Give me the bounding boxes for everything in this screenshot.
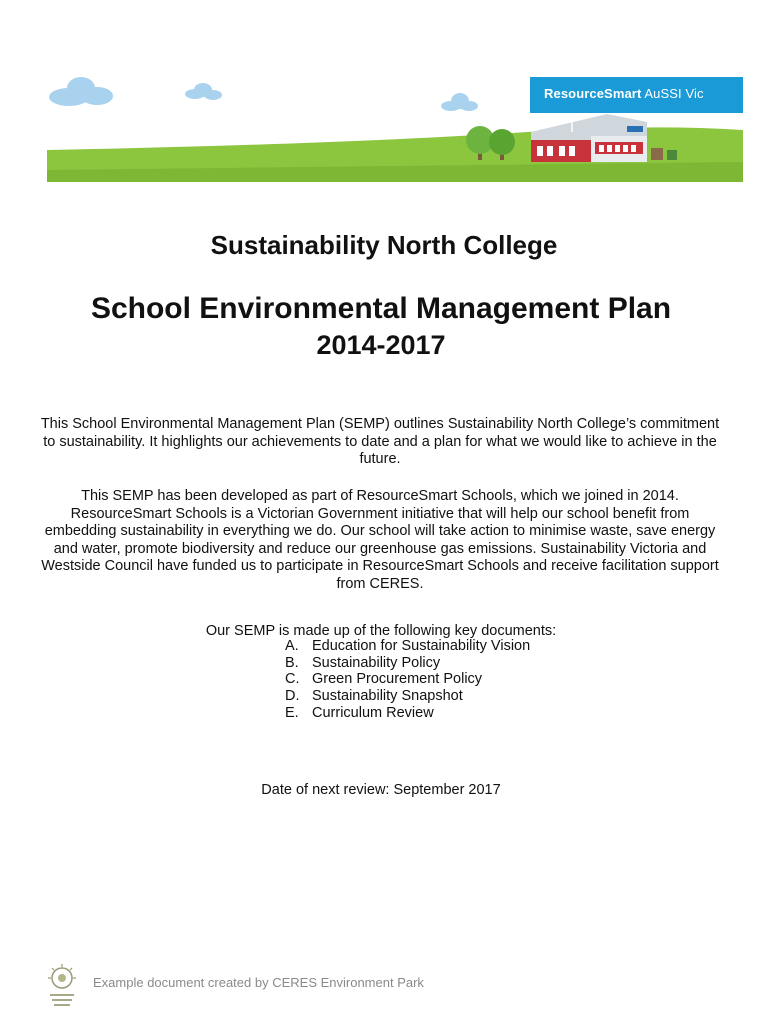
list-item bbox=[285, 705, 530, 722]
footer-credit: Example document created by CERES Environment Park bbox=[93, 975, 424, 990]
list-item-letter: E. bbox=[285, 704, 299, 721]
list-item bbox=[285, 671, 530, 688]
cloud-icon bbox=[49, 77, 113, 106]
cloud-icon bbox=[185, 83, 222, 100]
list-item-letter: C. bbox=[285, 671, 300, 688]
list-item-label: Green Procurement Policy bbox=[312, 671, 483, 688]
list-item-label: Curriculum Review bbox=[312, 704, 434, 721]
next-review-date: Date of next review: September 2017 bbox=[261, 782, 501, 798]
list-item-label: Sustainability Snapshot bbox=[312, 688, 463, 705]
list-item bbox=[285, 688, 530, 705]
brand-subtitle: AuSSI Vic bbox=[644, 86, 704, 101]
list-item-letter: B. bbox=[285, 654, 299, 671]
brand-name: ResourceSmart bbox=[544, 86, 642, 101]
document-title: School Environmental Management Plan bbox=[90, 292, 672, 325]
list-item-letter: D. bbox=[285, 688, 300, 705]
key-documents-list bbox=[285, 638, 530, 721]
list-item bbox=[285, 638, 530, 655]
key-documents-intro: Our SEMP is made up of the following key documents: bbox=[205, 623, 557, 639]
list-item-label: Sustainability Policy bbox=[312, 654, 441, 671]
document-period: 2014-2017 bbox=[316, 330, 446, 360]
intro-paragraph: This School Environmental Management Plan (SEMP) outlines Sustainability North College’s commitment to sustainability. It highlights our achievements to date and a plan for what we would like to achieve in the future. bbox=[40, 416, 720, 468]
resourcesmart-brand-badge bbox=[530, 77, 743, 113]
list-item-label: Education for Sustainability Vision bbox=[312, 638, 531, 654]
cloud-icon bbox=[441, 93, 478, 111]
school-name: Sustainability North College bbox=[210, 230, 558, 260]
list-item-letter: A. bbox=[285, 638, 299, 654]
program-paragraph: This SEMP has been developed as part of ResourceSmart Schools, which we joined in 2014. ResourceSmart Schools is a Victorian Government initiative that will help our school benefit from embedding sustainability in everything we do. Our school will take action to minimise waste, save energy and water, promote biodiversity and reduce our greenhouse gas emissions. Sustainability Victoria and Westside Council have funded us to participate in ResourceSmart Schools and receive facilitation support from CERES. bbox=[41, 488, 719, 592]
list-item bbox=[285, 655, 530, 672]
ceres-logo-icon bbox=[42, 962, 82, 1012]
